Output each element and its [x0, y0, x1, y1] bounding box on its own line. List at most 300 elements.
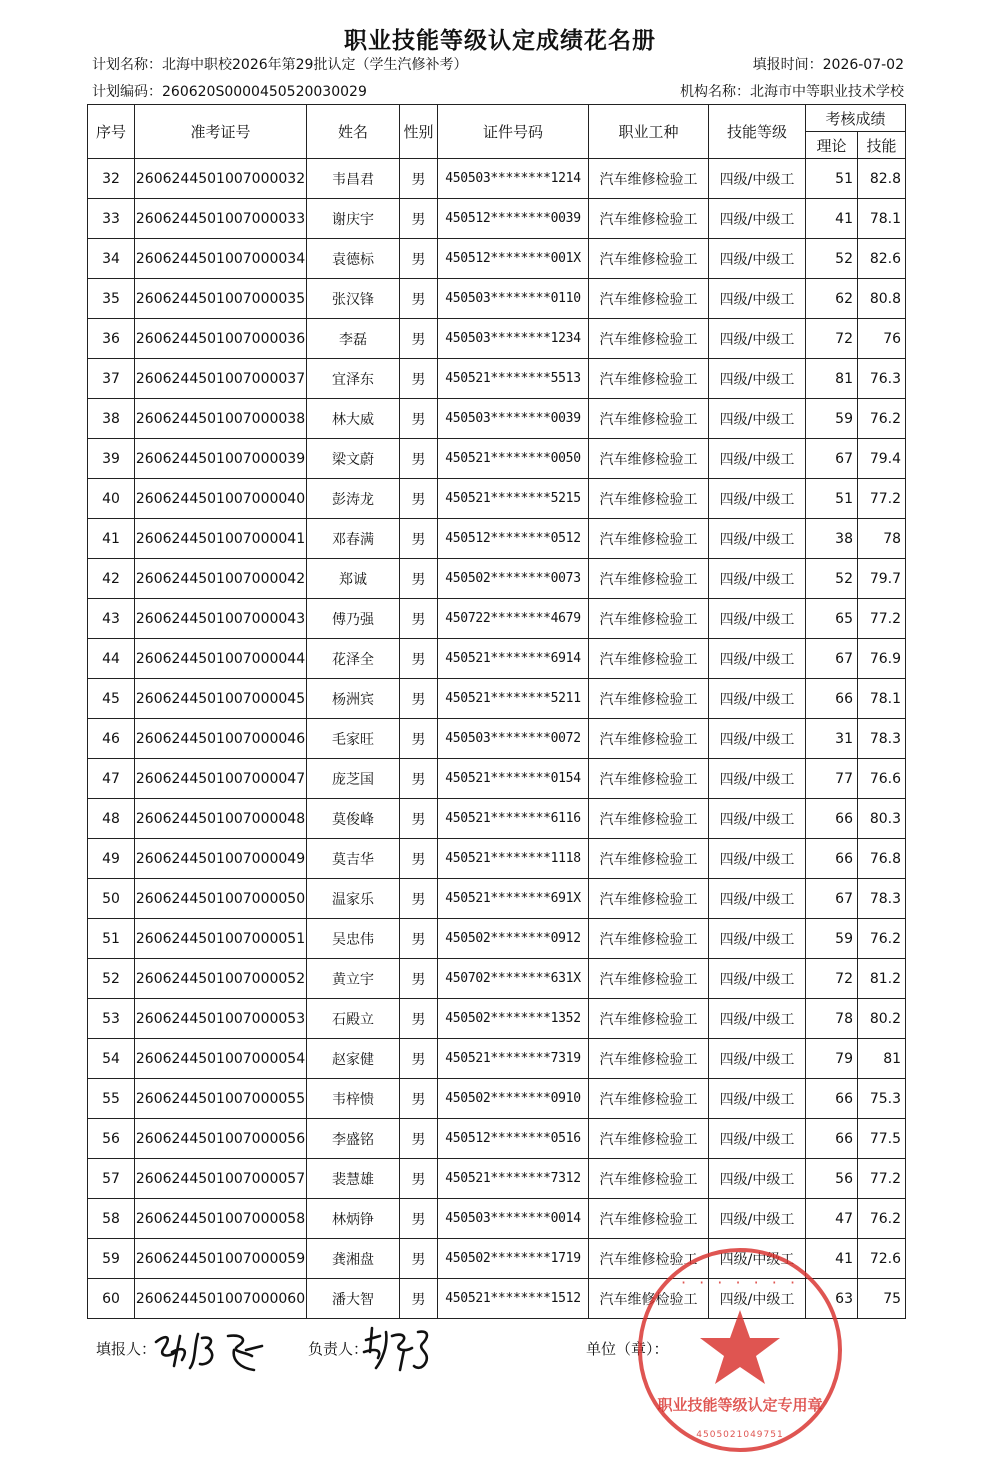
row-id-no: 450503********0110 [438, 279, 589, 319]
row-id-no: 450521********691X [438, 879, 589, 919]
report-time-value: 2026-07-02 [822, 57, 904, 73]
row-name: 杨洲宾 [307, 679, 400, 719]
row-seq: 53 [88, 999, 135, 1039]
row-occupation: 汽车维修检验工 [589, 839, 709, 879]
row-occupation: 汽车维修检验工 [589, 999, 709, 1039]
org-value: 北海市中等职业技术学校 [750, 84, 904, 100]
row-id-no: 450512********0516 [438, 1119, 589, 1159]
row-exam-no: 2606244501007000042 [135, 559, 307, 599]
row-theory-score: 72 [806, 319, 858, 359]
row-occupation: 汽车维修检验工 [589, 479, 709, 519]
row-theory-score: 66 [806, 679, 858, 719]
row-skill-score: 82.6 [858, 239, 906, 279]
row-name: 韦昌君 [307, 159, 400, 199]
table-row [88, 679, 906, 719]
row-name: 林大威 [307, 399, 400, 439]
table-row [88, 519, 906, 559]
row-skill-score: 76.2 [858, 399, 906, 439]
row-gender: 男 [400, 1239, 438, 1279]
row-theory-score: 66 [806, 1079, 858, 1119]
row-name: 黄立宇 [307, 959, 400, 999]
row-name: 莫俊峰 [307, 799, 400, 839]
row-name: 花泽全 [307, 639, 400, 679]
official-seal [630, 1240, 850, 1460]
plan-code-value: 260620S0000450520030029 [162, 84, 367, 100]
row-gender: 男 [400, 439, 438, 479]
row-name: 龚湘盘 [307, 1239, 400, 1279]
unit-label: 单位（章）： [586, 1340, 669, 1358]
row-level: 四级/中级工 [709, 439, 806, 479]
row-exam-no: 2606244501007000053 [135, 999, 307, 1039]
table-row [88, 919, 906, 959]
row-gender: 男 [400, 1159, 438, 1199]
row-level: 四级/中级工 [709, 359, 806, 399]
row-gender: 男 [400, 159, 438, 199]
row-theory-score: 67 [806, 879, 858, 919]
row-seq: 57 [88, 1159, 135, 1199]
row-gender: 男 [400, 999, 438, 1039]
row-gender: 男 [400, 239, 438, 279]
row-seq: 60 [88, 1279, 135, 1319]
table-row [88, 279, 906, 319]
row-seq: 49 [88, 839, 135, 879]
row-name: 吴忠伟 [307, 919, 400, 959]
row-exam-no: 2606244501007000059 [135, 1239, 307, 1279]
row-seq: 40 [88, 479, 135, 519]
row-gender: 男 [400, 1119, 438, 1159]
row-theory-score: 81 [806, 359, 858, 399]
row-skill-score: 79.4 [858, 439, 906, 479]
table-row [88, 639, 906, 679]
row-exam-no: 2606244501007000056 [135, 1119, 307, 1159]
row-seq: 39 [88, 439, 135, 479]
row-theory-score: 77 [806, 759, 858, 799]
row-gender: 男 [400, 279, 438, 319]
row-skill-score: 76.2 [858, 919, 906, 959]
responsible-label: 负责人： [308, 1340, 369, 1358]
row-skill-score: 80.2 [858, 999, 906, 1039]
row-theory-score: 67 [806, 439, 858, 479]
row-exam-no: 2606244501007000036 [135, 319, 307, 359]
plan-code [92, 81, 373, 101]
row-exam-no: 2606244501007000035 [135, 279, 307, 319]
table-row [88, 1159, 906, 1199]
row-skill-score: 77.2 [858, 479, 906, 519]
row-id-no: 450512********001X [438, 239, 589, 279]
table-row [88, 799, 906, 839]
row-name: 张汉锋 [307, 279, 400, 319]
row-occupation: 汽车维修检验工 [589, 1159, 709, 1199]
row-occupation: 汽车维修检验工 [589, 1199, 709, 1239]
table-row [88, 319, 906, 359]
row-level: 四级/中级工 [709, 319, 806, 359]
row-id-no: 450521********5513 [438, 359, 589, 399]
score-table [87, 104, 906, 1319]
row-name: 谢庆宇 [307, 199, 400, 239]
plan-name-label: 计划名称： [92, 57, 162, 73]
plan-name-value: 北海中职校2026年第29批认定（学生汽修补考） [162, 57, 468, 73]
row-theory-score: 52 [806, 239, 858, 279]
table-row [88, 439, 906, 479]
row-id-no: 450502********0910 [438, 1079, 589, 1119]
row-exam-no: 2606244501007000033 [135, 199, 307, 239]
row-name: 傅乃强 [307, 599, 400, 639]
row-theory-score: 66 [806, 1119, 858, 1159]
row-theory-score: 66 [806, 799, 858, 839]
row-occupation: 汽车维修检验工 [589, 719, 709, 759]
row-level: 四级/中级工 [709, 1039, 806, 1079]
row-skill-score: 76 [858, 319, 906, 359]
row-occupation: 汽车维修检验工 [589, 159, 709, 199]
row-skill-score: 80.8 [858, 279, 906, 319]
row-id-no: 450722********4679 [438, 599, 589, 639]
row-seq: 47 [88, 759, 135, 799]
row-level: 四级/中级工 [709, 1119, 806, 1159]
row-id-no: 450503********0039 [438, 399, 589, 439]
row-name: 毛家旺 [307, 719, 400, 759]
row-name: 温家乐 [307, 879, 400, 919]
row-id-no: 450503********0072 [438, 719, 589, 759]
table-row [88, 719, 906, 759]
row-name: 宜泽东 [307, 359, 400, 399]
row-id-no: 450521********6116 [438, 799, 589, 839]
row-exam-no: 2606244501007000037 [135, 359, 307, 399]
row-name: 林炳铮 [307, 1199, 400, 1239]
row-occupation: 汽车维修检验工 [589, 599, 709, 639]
row-seq: 45 [88, 679, 135, 719]
row-id-no: 450503********1234 [438, 319, 589, 359]
row-level: 四级/中级工 [709, 399, 806, 439]
row-skill-score: 76.9 [858, 639, 906, 679]
row-occupation: 汽车维修检验工 [589, 279, 709, 319]
row-level: 四级/中级工 [709, 199, 806, 239]
row-seq: 38 [88, 399, 135, 439]
row-occupation: 汽车维修检验工 [589, 679, 709, 719]
row-id-no: 450502********0073 [438, 559, 589, 599]
row-exam-no: 2606244501007000043 [135, 599, 307, 639]
row-exam-no: 2606244501007000039 [135, 439, 307, 479]
row-id-no: 450702********631X [438, 959, 589, 999]
row-level: 四级/中级工 [709, 919, 806, 959]
row-skill-score: 81 [858, 1039, 906, 1079]
row-name: 韦梓愦 [307, 1079, 400, 1119]
table-header [88, 105, 906, 159]
row-id-no: 450521********1118 [438, 839, 589, 879]
row-gender: 男 [400, 479, 438, 519]
svg-text:· · · · · · ·: · · · · · · · [680, 1273, 800, 1292]
row-gender: 男 [400, 519, 438, 559]
row-skill-score: 77.5 [858, 1119, 906, 1159]
row-name: 梁文蔚 [307, 439, 400, 479]
row-exam-no: 2606244501007000050 [135, 879, 307, 919]
row-skill-score: 76.2 [858, 1199, 906, 1239]
row-gender: 男 [400, 879, 438, 919]
table-row [88, 999, 906, 1039]
row-skill-score: 78.3 [858, 879, 906, 919]
table-row [88, 1079, 906, 1119]
header-score: 考核成绩 [806, 105, 906, 132]
row-occupation: 汽车维修检验工 [589, 359, 709, 399]
row-occupation: 汽车维修检验工 [589, 319, 709, 359]
row-theory-score: 52 [806, 559, 858, 599]
row-gender: 男 [400, 1199, 438, 1239]
row-exam-no: 2606244501007000032 [135, 159, 307, 199]
row-gender: 男 [400, 759, 438, 799]
row-theory-score: 41 [806, 1239, 858, 1279]
reporter-signature [150, 1326, 270, 1374]
report-time [753, 54, 904, 74]
row-theory-score: 63 [806, 1279, 858, 1319]
row-occupation: 汽车维修检验工 [589, 239, 709, 279]
row-occupation: 汽车维修检验工 [589, 559, 709, 599]
row-seq: 32 [88, 159, 135, 199]
row-level: 四级/中级工 [709, 559, 806, 599]
row-theory-score: 38 [806, 519, 858, 559]
row-occupation: 汽车维修检验工 [589, 1279, 709, 1319]
row-gender: 男 [400, 919, 438, 959]
row-id-no: 450502********1352 [438, 999, 589, 1039]
row-seq: 35 [88, 279, 135, 319]
table-row [88, 879, 906, 919]
row-id-no: 450521********7319 [438, 1039, 589, 1079]
row-skill-score: 80.3 [858, 799, 906, 839]
header-seq: 序号 [88, 105, 135, 159]
row-seq: 41 [88, 519, 135, 559]
row-exam-no: 2606244501007000041 [135, 519, 307, 559]
row-occupation: 汽车维修检验工 [589, 399, 709, 439]
row-gender: 男 [400, 639, 438, 679]
table-row [88, 239, 906, 279]
table-row [88, 559, 906, 599]
row-occupation: 汽车维修检验工 [589, 439, 709, 479]
row-name: 邓春满 [307, 519, 400, 559]
row-id-no: 450502********0912 [438, 919, 589, 959]
row-exam-no: 2606244501007000049 [135, 839, 307, 879]
row-level: 四级/中级工 [709, 759, 806, 799]
table-row [88, 399, 906, 439]
row-name: 彭涛龙 [307, 479, 400, 519]
row-skill-score: 82.8 [858, 159, 906, 199]
plan-code-label: 计划编码： [92, 84, 162, 100]
row-id-no: 450521********1512 [438, 1279, 589, 1319]
row-skill-score: 72.6 [858, 1239, 906, 1279]
header-occupation: 职业工种 [589, 105, 709, 159]
header-name: 姓名 [307, 105, 400, 159]
row-skill-score: 78 [858, 519, 906, 559]
row-gender: 男 [400, 399, 438, 439]
report-time-label: 填报时间： [752, 57, 823, 73]
table-row [88, 1199, 906, 1239]
row-level: 四级/中级工 [709, 279, 806, 319]
page-title: 职业技能等级认定成绩花名册 [344, 28, 656, 54]
row-exam-no: 2606244501007000045 [135, 679, 307, 719]
row-gender: 男 [400, 1039, 438, 1079]
header-theory: 理论 [806, 132, 858, 159]
org-name [680, 81, 904, 101]
row-level: 四级/中级工 [709, 479, 806, 519]
row-occupation: 汽车维修检验工 [589, 959, 709, 999]
row-id-no: 450521********0050 [438, 439, 589, 479]
row-occupation: 汽车维修检验工 [589, 1239, 709, 1279]
row-theory-score: 67 [806, 639, 858, 679]
row-skill-score: 76.6 [858, 759, 906, 799]
table-row [88, 159, 906, 199]
row-seq: 37 [88, 359, 135, 399]
row-id-no: 450503********1214 [438, 159, 589, 199]
row-gender: 男 [400, 799, 438, 839]
row-skill-score: 75 [858, 1279, 906, 1319]
row-seq: 46 [88, 719, 135, 759]
row-theory-score: 66 [806, 839, 858, 879]
row-gender: 男 [400, 319, 438, 359]
row-id-no: 450502********1719 [438, 1239, 589, 1279]
row-name: 袁德标 [307, 239, 400, 279]
row-skill-score: 76.8 [858, 839, 906, 879]
row-exam-no: 2606244501007000048 [135, 799, 307, 839]
row-seq: 43 [88, 599, 135, 639]
table-row [88, 359, 906, 399]
row-theory-score: 31 [806, 719, 858, 759]
row-name: 李磊 [307, 319, 400, 359]
row-name: 李盛铭 [307, 1119, 400, 1159]
row-skill-score: 81.2 [858, 959, 906, 999]
row-skill-score: 77.2 [858, 1159, 906, 1199]
row-seq: 33 [88, 199, 135, 239]
row-level: 四级/中级工 [709, 639, 806, 679]
row-seq: 54 [88, 1039, 135, 1079]
stamp-text: 职业技能等级认定专用章 [657, 1396, 823, 1414]
row-id-no: 450521********5215 [438, 479, 589, 519]
row-level: 四级/中级工 [709, 839, 806, 879]
row-skill-score: 78.3 [858, 719, 906, 759]
row-seq: 55 [88, 1079, 135, 1119]
row-seq: 48 [88, 799, 135, 839]
row-name: 石殿立 [307, 999, 400, 1039]
row-id-no: 450512********0039 [438, 199, 589, 239]
row-level: 四级/中级工 [709, 239, 806, 279]
row-skill-score: 76.3 [858, 359, 906, 399]
row-gender: 男 [400, 839, 438, 879]
row-exam-no: 2606244501007000057 [135, 1159, 307, 1199]
row-theory-score: 56 [806, 1159, 858, 1199]
row-level: 四级/中级工 [709, 959, 806, 999]
row-gender: 男 [400, 559, 438, 599]
row-id-no: 450521********5211 [438, 679, 589, 719]
row-name: 裴慧雄 [307, 1159, 400, 1199]
row-exam-no: 2606244501007000034 [135, 239, 307, 279]
row-name: 赵家健 [307, 1039, 400, 1079]
row-exam-no: 2606244501007000054 [135, 1039, 307, 1079]
row-skill-score: 77.2 [858, 599, 906, 639]
row-level: 四级/中级工 [709, 599, 806, 639]
row-level: 四级/中级工 [709, 1279, 806, 1319]
header-skill: 技能 [858, 132, 906, 159]
row-occupation: 汽车维修检验工 [589, 1039, 709, 1079]
row-occupation: 汽车维修检验工 [589, 1119, 709, 1159]
row-gender: 男 [400, 359, 438, 399]
row-occupation: 汽车维修检验工 [589, 919, 709, 959]
row-level: 四级/中级工 [709, 999, 806, 1039]
row-level: 四级/中级工 [709, 1239, 806, 1279]
row-gender: 男 [400, 199, 438, 239]
row-theory-score: 59 [806, 919, 858, 959]
row-id-no: 450512********0512 [438, 519, 589, 559]
table-row [88, 599, 906, 639]
row-skill-score: 79.7 [858, 559, 906, 599]
row-skill-score: 78.1 [858, 679, 906, 719]
row-theory-score: 51 [806, 159, 858, 199]
row-gender: 男 [400, 599, 438, 639]
row-occupation: 汽车维修检验工 [589, 759, 709, 799]
row-exam-no: 2606244501007000046 [135, 719, 307, 759]
row-occupation: 汽车维修检验工 [589, 879, 709, 919]
row-level: 四级/中级工 [709, 1159, 806, 1199]
row-seq: 50 [88, 879, 135, 919]
row-skill-score: 78.1 [858, 199, 906, 239]
row-level: 四级/中级工 [709, 1079, 806, 1119]
row-gender: 男 [400, 1279, 438, 1319]
row-occupation: 汽车维修检验工 [589, 639, 709, 679]
header-level: 技能等级 [709, 105, 806, 159]
table-body [88, 159, 906, 1319]
row-level: 四级/中级工 [709, 159, 806, 199]
row-name: 庞芝国 [307, 759, 400, 799]
row-exam-no: 2606244501007000044 [135, 639, 307, 679]
row-exam-no: 2606244501007000052 [135, 959, 307, 999]
header-id-no: 证件号码 [438, 105, 589, 159]
table-row [88, 479, 906, 519]
table-row [88, 759, 906, 799]
row-name: 莫吉华 [307, 839, 400, 879]
row-id-no: 450521********6914 [438, 639, 589, 679]
row-seq: 44 [88, 639, 135, 679]
row-exam-no: 2606244501007000055 [135, 1079, 307, 1119]
row-level: 四级/中级工 [709, 719, 806, 759]
responsible-signature [360, 1322, 440, 1374]
row-seq: 59 [88, 1239, 135, 1279]
row-exam-no: 2606244501007000047 [135, 759, 307, 799]
row-level: 四级/中级工 [709, 799, 806, 839]
org-label: 机构名称： [680, 84, 750, 100]
row-theory-score: 47 [806, 1199, 858, 1239]
table-row [88, 959, 906, 999]
row-theory-score: 59 [806, 399, 858, 439]
row-seq: 34 [88, 239, 135, 279]
row-seq: 36 [88, 319, 135, 359]
row-theory-score: 78 [806, 999, 858, 1039]
row-occupation: 汽车维修检验工 [589, 799, 709, 839]
plan-name [92, 54, 473, 74]
row-name: 潘大智 [307, 1279, 400, 1319]
table-row [88, 839, 906, 879]
row-exam-no: 2606244501007000051 [135, 919, 307, 959]
row-exam-no: 2606244501007000038 [135, 399, 307, 439]
reporter-label: 填报人： [96, 1340, 157, 1358]
stamp-code: 4505021049751 [696, 1430, 784, 1440]
row-occupation: 汽车维修检验工 [589, 519, 709, 559]
row-id-no: 450521********7312 [438, 1159, 589, 1199]
row-exam-no: 2606244501007000040 [135, 479, 307, 519]
row-seq: 51 [88, 919, 135, 959]
row-gender: 男 [400, 1079, 438, 1119]
row-gender: 男 [400, 959, 438, 999]
row-exam-no: 2606244501007000058 [135, 1199, 307, 1239]
row-theory-score: 72 [806, 959, 858, 999]
table-row [88, 1119, 906, 1159]
row-occupation: 汽车维修检验工 [589, 1079, 709, 1119]
row-level: 四级/中级工 [709, 519, 806, 559]
row-id-no: 450521********0154 [438, 759, 589, 799]
